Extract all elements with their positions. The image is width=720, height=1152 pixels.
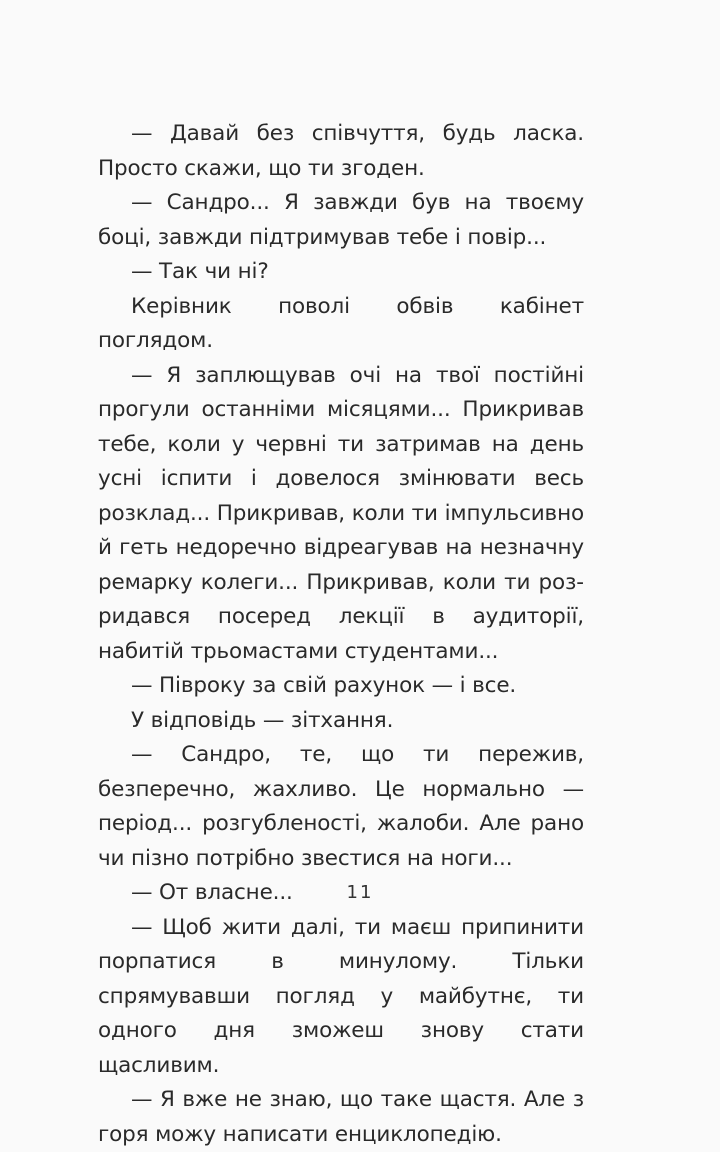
paragraph: У відповідь — зітхання. xyxy=(131,707,394,733)
paragraph: — Сандро, те, що ти пережив, безперечно, жахливо. Це нормально — період... розгубленості, жалоби. Але рано чи пізно потрібно звестися на ноги... xyxy=(98,742,584,871)
paragraph: — Я заплющував очі на твої постійні прогули останніми місяцями... Прикривав тебе, коли у червні ти затримав на день усні іспити і довелося змінювати весь розклад... Прикривав, коли ти імпульсивно й геть недоречно відреагував на незначну ремарку колеги... Прикривав, коли ти розридався посеред лекції в аудиторії, набитій трьомастами студентами... xyxy=(98,362,584,664)
paragraph: — Півроку за свій рахунок — і все. xyxy=(131,673,517,698)
paragraph: — Щоб жити далі, ти маєш припинити порпатися в минулому. Тільки спрямувавши погляд у майбутнє, ти одного дня зможеш знову стати щасливим. xyxy=(98,914,584,1078)
paragraph: Керівник поволі обвів кабінет поглядом. xyxy=(98,293,584,353)
page-number: 11 xyxy=(346,882,374,903)
paragraph: — От власне... xyxy=(131,880,293,905)
paragraph: — Сандро... Я завжди був на твоєму боці, завжди підтримував тебе і повір... xyxy=(98,190,584,250)
paragraph: — Так чи ні? xyxy=(131,259,269,284)
paragraph: — Я вже не знаю, що таке щастя. Але з горя можу написати енциклопедію. xyxy=(98,1087,584,1147)
paragraph: — Давай без співчуття, будь ласка. Просто скажи, що ти згоден. xyxy=(98,121,584,181)
page-text xyxy=(98,117,584,1152)
